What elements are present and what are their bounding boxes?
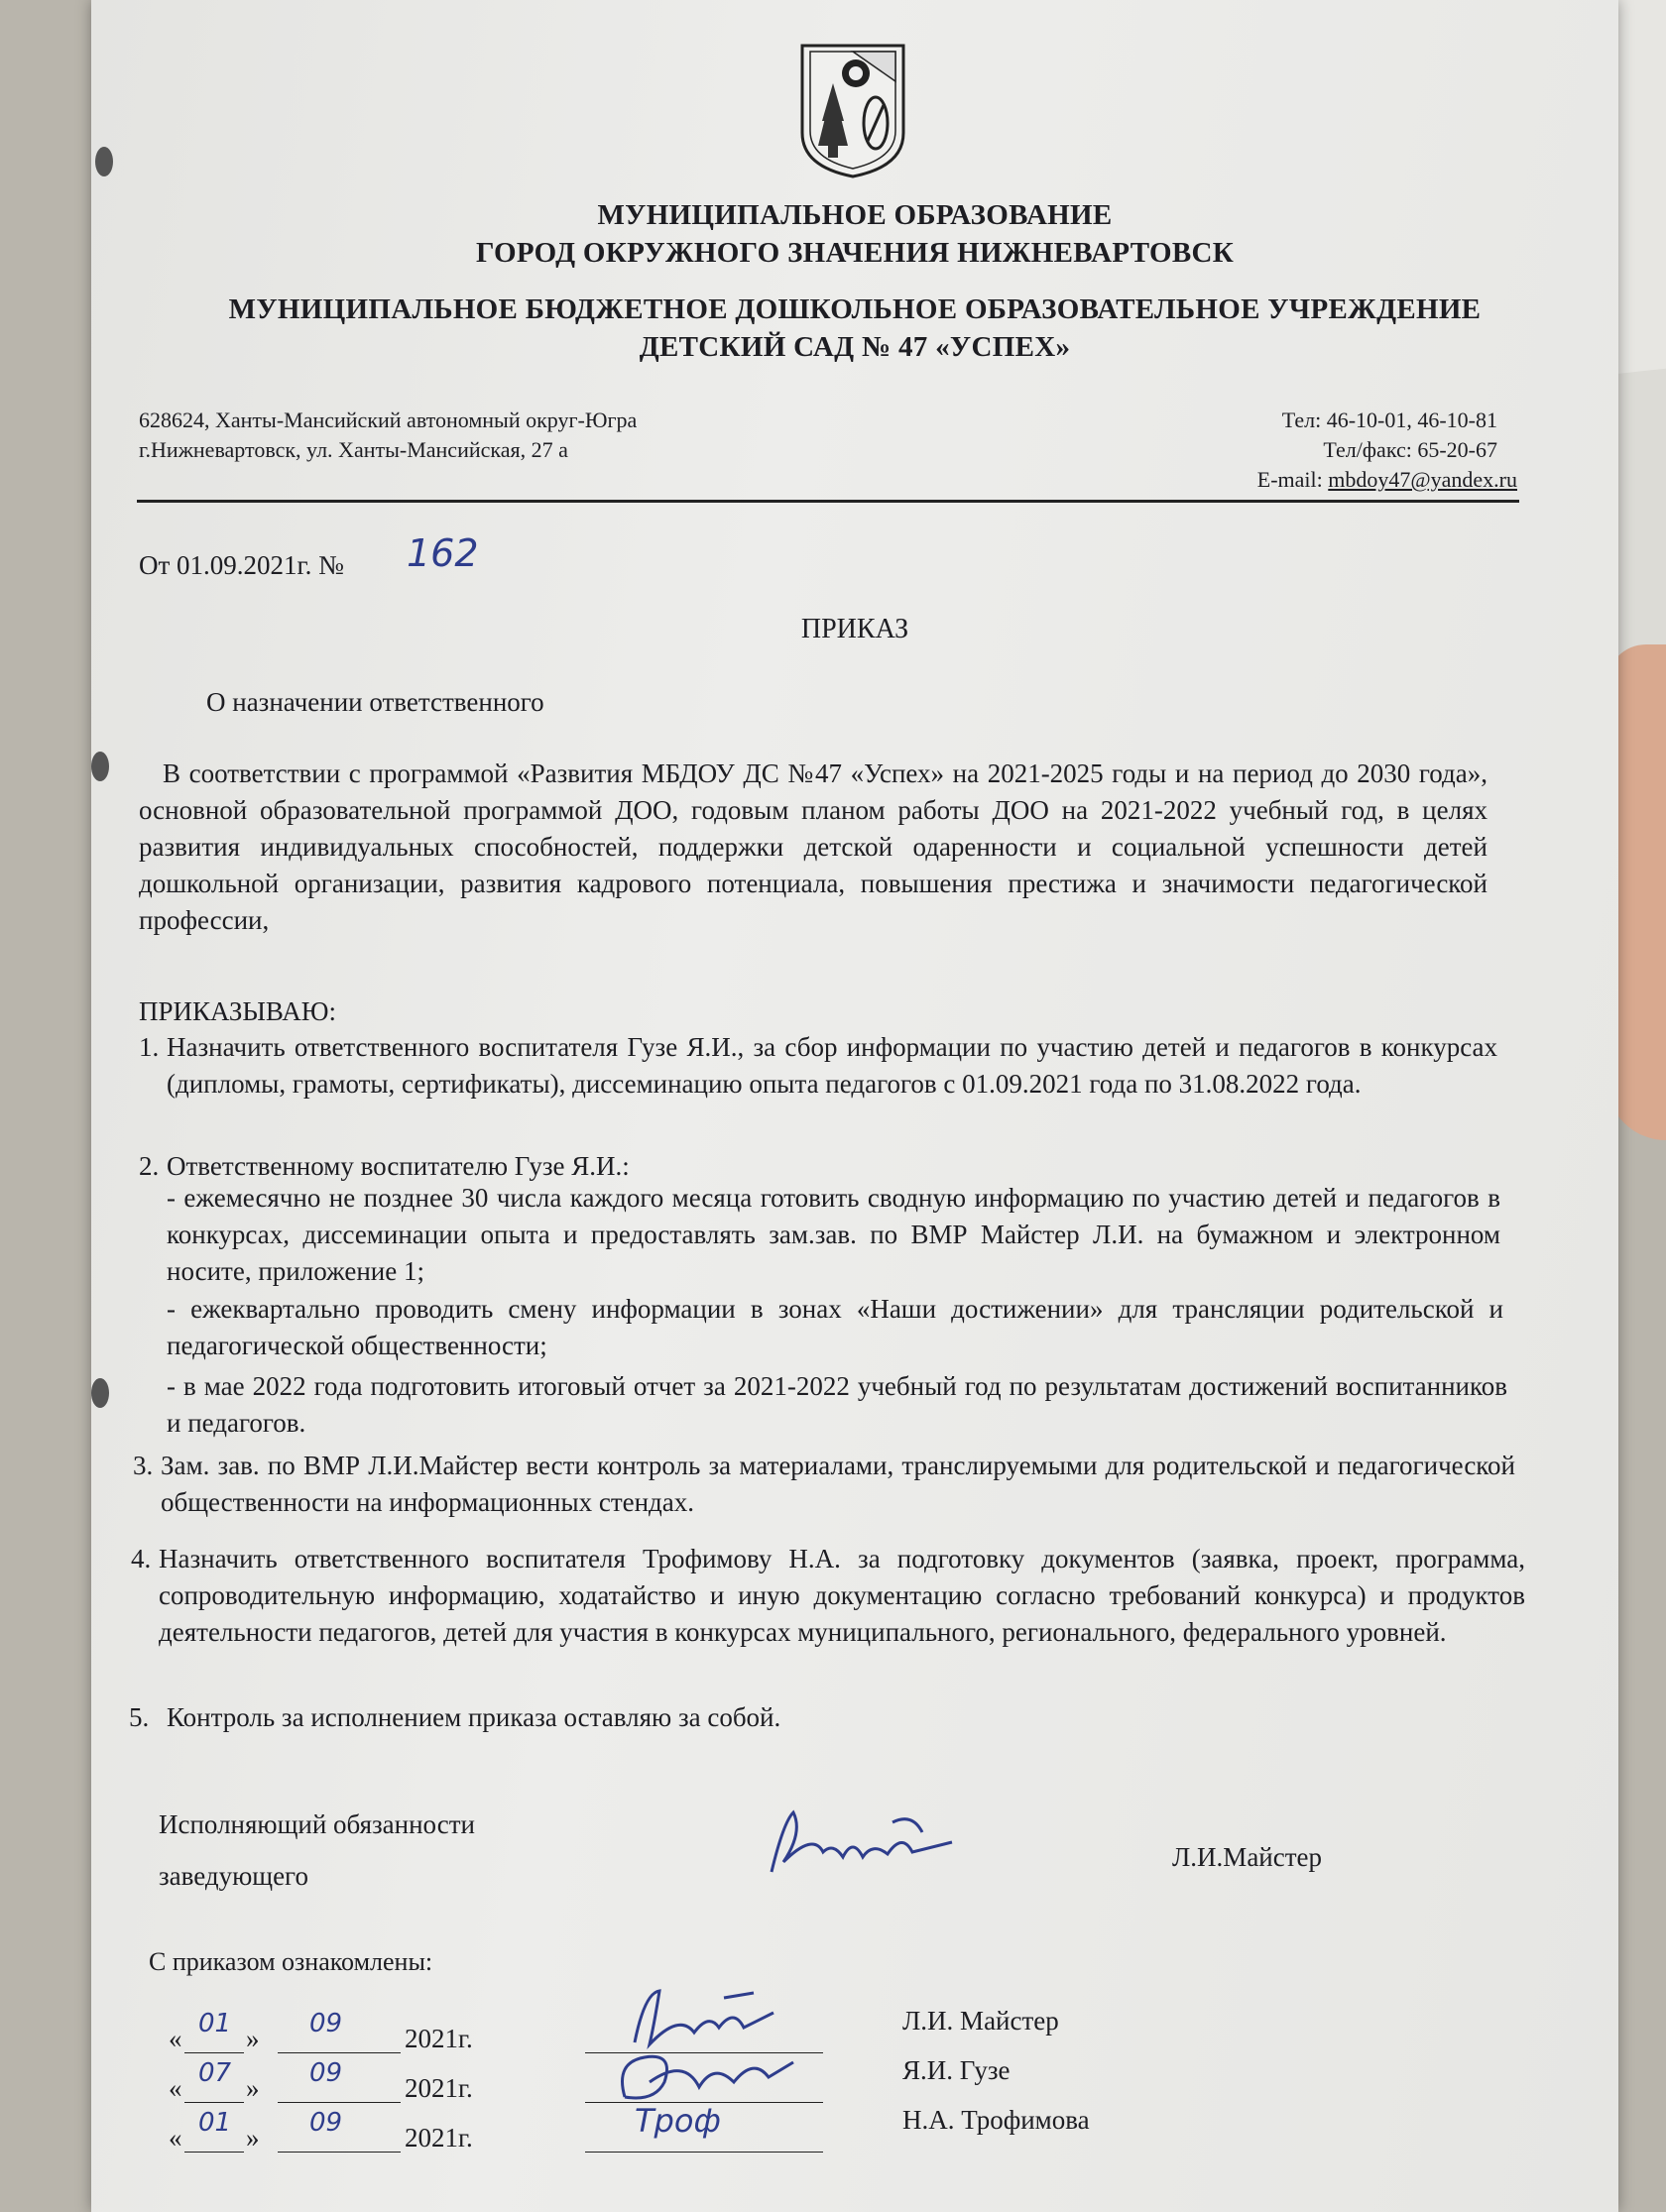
item4-text: Назначить ответственного воспитателя Трофимову Н.А. за подготовку документов (заявка, проект, программа, сопроводительную информацию, ходатайство и иную документацию согласно требований конкурса) и продуктов деятельности педагогов, детей для участия в конкурсах муниципального, регионального, федерального уровней. — [159, 1544, 1525, 1647]
acquainted-name: Н.А. Трофимова — [902, 2105, 1090, 2135]
email-row — [1091, 466, 1517, 494]
signatory-role-line1: Исполняющий обязанности — [159, 1809, 475, 1839]
item2-sub3: - в мае 2022 года подготовить итоговый отчет за 2021-2022 учебный год по результатам достижений воспитанников и педагогов. — [167, 1371, 1507, 1438]
day-line — [184, 2152, 244, 2153]
punch-hole — [95, 147, 113, 176]
quote-close: » — [246, 2024, 260, 2053]
director-signature-icon — [764, 1803, 962, 1882]
org-title-line1: МУНИЦИПАЛЬНОЕ ОБРАЗОВАНИЕ — [597, 199, 1113, 231]
punch-hole — [91, 752, 109, 781]
signatory-role-line2: заведующего — [159, 1861, 308, 1891]
item5-number: 5. — [129, 1702, 150, 1732]
institution-title-line2: ДЕТСКИЙ САД № 47 «УСПЕХ» — [639, 331, 1071, 363]
day-line — [184, 2052, 244, 2053]
quote-open: « — [169, 2024, 182, 2053]
month-line — [278, 2152, 401, 2153]
signature-line — [585, 2152, 823, 2153]
item3-text: Зам. зав. по ВМР Л.И.Майстер вести контроль за материалами, транслируемыми для родительской и педагогической общественности на информационных стендах. — [161, 1451, 1515, 1517]
quote-close: » — [246, 2123, 260, 2153]
punch-hole — [91, 1378, 109, 1408]
order-title: ПРИКАЗ — [800, 614, 909, 644]
quote-close: » — [246, 2073, 260, 2103]
year: 2021г. — [405, 2123, 473, 2153]
acquaintance-label: С приказом ознакомлены: — [149, 1947, 433, 1976]
item3-number: 3. — [133, 1451, 154, 1480]
item1-number: 1. — [139, 1032, 160, 1062]
address-line2: г.Нижневартовск, ул. Ханты-Мансийская, 27 а — [139, 437, 568, 462]
city-emblem-icon — [798, 42, 907, 178]
acquainted-name: Л.И. Майстер — [902, 2006, 1059, 2036]
phone: Тел: 46-10-01, 46-10-81 — [1281, 407, 1497, 432]
decree-heading: ПРИКАЗЫВАЮ: — [139, 996, 336, 1026]
org-title-line2: ГОРОД ОКРУЖНОГО ЗНАЧЕНИЯ НИЖНЕВАРТОВСК — [475, 237, 1235, 269]
header-divider — [137, 500, 1519, 503]
month-handwritten: 09 — [309, 2058, 343, 2088]
email-link[interactable]: mbdoy47@yandex.ru — [1328, 467, 1517, 492]
day-line — [184, 2102, 244, 2103]
signature-3-handwritten: Троф — [635, 2102, 721, 2140]
month-line — [278, 2052, 401, 2053]
quote-open: « — [169, 2123, 182, 2153]
month-handwritten: 09 — [309, 2108, 343, 2138]
order-subject: О назначении ответственного — [206, 687, 544, 717]
order-number-handwritten: 162 — [407, 531, 479, 575]
fax: Тел/факс: 65-20-67 — [1323, 437, 1497, 462]
signatory-name: Л.И.Майстер — [1172, 1842, 1323, 1872]
item1-text: Назначить ответственного воспитателя Гузе Я.И., за сбор информации по участию детей и педагогов в конкурсах (дипломы, грамоты, сертификаты), диссеминацию опыта педагогов с 01.09.2021 года по 31.08.2022 года. — [167, 1032, 1497, 1099]
year: 2021г. — [405, 2024, 473, 2053]
month-handwritten: 09 — [309, 2009, 343, 2038]
address-line1: 628624, Ханты-Мансийский автономный округ-Югра — [139, 407, 638, 432]
quote-open: « — [169, 2073, 182, 2103]
day-handwritten: 01 — [198, 2108, 232, 2138]
item5-text: Контроль за исполнением приказа оставляю за собой. — [167, 1702, 781, 1732]
year: 2021г. — [405, 2073, 473, 2103]
institution-title-line1: МУНИЦИПАЛЬНОЕ БЮДЖЕТНОЕ ДОШКОЛЬНОЕ ОБРАЗОВАТЕЛЬНОЕ УЧРЕЖДЕНИЕ — [228, 293, 1482, 325]
item2-sub2: - ежеквартально проводить смену информации в зонах «Наши достижении» для трансляции родительской и педагогической общественности; — [167, 1294, 1503, 1360]
day-handwritten: 07 — [198, 2058, 232, 2088]
month-line — [278, 2102, 401, 2103]
item2-number: 2. — [139, 1151, 160, 1181]
item4-number: 4. — [131, 1544, 152, 1573]
order-date: От 01.09.2021г. № — [139, 550, 344, 580]
email-label: E-mail: — [1256, 467, 1323, 492]
item2-sub1: - ежемесячно не позднее 30 числа каждого месяца готовить сводную информацию по участию детей и педагогов в конкурсах, диссеминации опыта и предоставлять зам.зав. по ВМР Майстер Л.И. на бумажном и электронном носите, приложение 1; — [167, 1183, 1500, 1286]
preamble-paragraph: В соответствии с программой «Развития МБДОУ ДС №47 «Успех» на 2021-2025 годы и на период до 2030 года», основной образовательной программой ДОО, годовым планом работы ДОО на 2021-2022 учебный год, в целях развития индивидуальных способностей, поддержки детской одаренности и социальной успешности детей дошкольной организации, развития кадрового потенциала, повышения престижа и значимости педагогической профессии, — [139, 758, 1488, 935]
acquainted-name: Я.И. Гузе — [902, 2055, 1011, 2085]
day-handwritten: 01 — [198, 2009, 232, 2038]
item2-text: Ответственному воспитателю Гузе Я.И.: — [167, 1151, 630, 1181]
